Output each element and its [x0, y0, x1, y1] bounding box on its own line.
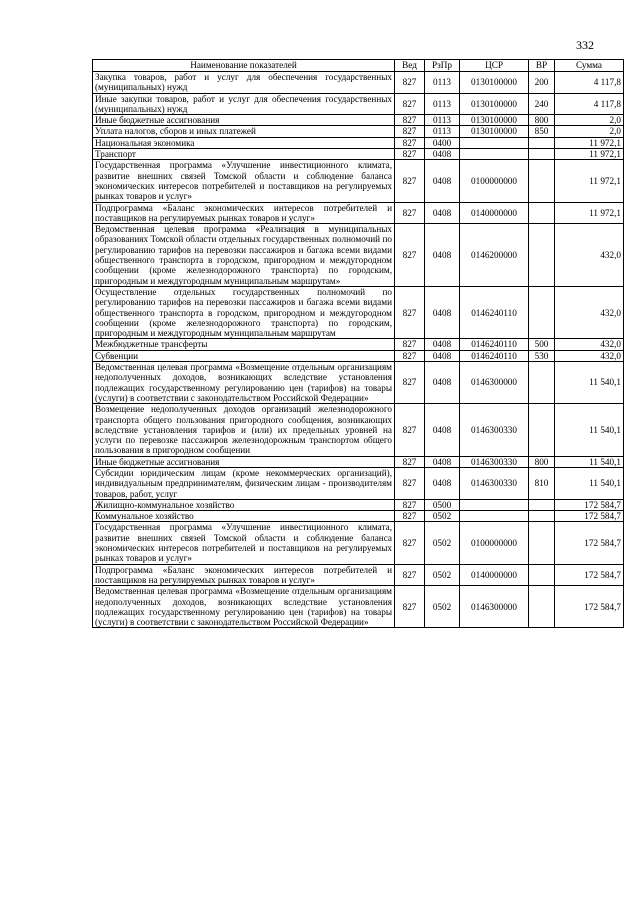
sum-cell: 11 972,1 [555, 149, 624, 160]
vr-cell: 530 [529, 350, 555, 361]
sum-cell: 172 584,7 [555, 522, 624, 564]
vr-cell [529, 224, 555, 287]
csr-cell: 0100000000 [460, 522, 529, 564]
vr-cell [529, 286, 555, 338]
ved-cell: 827 [395, 339, 425, 350]
vr-cell: 800 [529, 115, 555, 126]
table-row [93, 511, 624, 522]
rzpr-cell: 0408 [425, 350, 460, 361]
table-row [93, 115, 624, 126]
rzpr-cell: 0408 [425, 286, 460, 338]
vr-cell: 800 [529, 456, 555, 467]
rzpr-cell: 0502 [425, 586, 460, 628]
csr-cell: 0140000000 [460, 564, 529, 586]
vr-cell [529, 362, 555, 404]
csr-cell: 0146240110 [460, 350, 529, 361]
sum-cell: 172 584,7 [555, 564, 624, 586]
name-cell: Ведомственная целевая программа «Возмещение отдельным организациям недополученных доходов, возникающих вследствие установления подлежащих государственному регулированию цен (тарифов) на товары (услуги) в соответствии с законодательством Российской Федерации» [93, 586, 395, 628]
header-csr: ЦСР [460, 60, 529, 72]
sum-cell: 172 584,7 [555, 499, 624, 510]
rzpr-cell: 0408 [425, 467, 460, 499]
table-row [93, 404, 624, 456]
vr-cell [529, 499, 555, 510]
rzpr-cell: 0408 [425, 362, 460, 404]
name-cell: Осуществление отдельных государственных полномочий по регулированию тарифов на перевозки пассажиров и багажа всеми видами общественного транспорта в городском, пригородном и междугородном сообщении (кроме железнодорожного транспорта) по городским, пригородным и междугородным муниципальным маршрутам [93, 286, 395, 338]
csr-cell [460, 499, 529, 510]
vr-cell [529, 564, 555, 586]
csr-cell: 0140000000 [460, 202, 529, 224]
header-sum: Сумма [555, 60, 624, 72]
ved-cell: 827 [395, 522, 425, 564]
ved-cell: 827 [395, 350, 425, 361]
table-header-row [93, 60, 624, 72]
vr-cell: 200 [529, 72, 555, 94]
name-cell: Ведомственная целевая программа «Возмещение отдельным организациям недополученных доходов, возникающих вследствие установления подлежащих государственному регулированию цен (тарифов) на товары (услуги) в соответствии с законодательством Российской Федерации» [93, 362, 395, 404]
name-cell: Иные бюджетные ассигнования [93, 456, 395, 467]
ved-cell: 827 [395, 586, 425, 628]
sum-cell: 11 540,1 [555, 404, 624, 456]
table-row [93, 149, 624, 160]
ved-cell: 827 [395, 93, 425, 115]
ved-cell: 827 [395, 456, 425, 467]
table-row [93, 286, 624, 338]
sum-cell: 172 584,7 [555, 586, 624, 628]
name-cell: Межбюджетные трансферты [93, 339, 395, 350]
rzpr-cell: 0113 [425, 72, 460, 94]
rzpr-cell: 0502 [425, 522, 460, 564]
csr-cell: 0130100000 [460, 93, 529, 115]
name-cell: Закупка товаров, работ и услуг для обеспечения государственных (муниципальных) нужд [93, 72, 395, 94]
csr-cell: 0146300330 [460, 467, 529, 499]
name-cell: Государственная программа «Улучшение инвестиционного климата, развитие внешних связей Томской области и соблюдение баланса экономических интересов потребителей и поставщиков на регулируемых рынках товаров и услуг» [93, 160, 395, 202]
csr-cell: 0130100000 [460, 115, 529, 126]
csr-cell [460, 149, 529, 160]
ved-cell: 827 [395, 286, 425, 338]
table-row [93, 137, 624, 148]
vr-cell: 500 [529, 339, 555, 350]
sum-cell: 11 540,1 [555, 362, 624, 404]
vr-cell: 810 [529, 467, 555, 499]
csr-cell: 0146300000 [460, 362, 529, 404]
name-cell: Субсидии юридическим лицам (кроме некоммерческих организаций), индивидуальным предпринимателям, физическим лицам - производителям товаров, работ, услуг [93, 467, 395, 499]
ved-cell: 827 [395, 404, 425, 456]
csr-cell: 0130100000 [460, 72, 529, 94]
sum-cell: 11 540,1 [555, 467, 624, 499]
table-row [93, 126, 624, 137]
ved-cell: 827 [395, 202, 425, 224]
ved-cell: 827 [395, 511, 425, 522]
csr-cell: 0146200000 [460, 224, 529, 287]
name-cell: Возмещение недополученных доходов организаций железнодорожного транспорта общего пользования пригородного сообщения, возникающих вследствие установления тарифов и (или) их предельных уровней на услуги по перевозке пассажиров железнодорожным транспортом общего пользования в пригородном сообщении [93, 404, 395, 456]
table-row [93, 467, 624, 499]
name-cell: Ведомственная целевая программа «Реализация в муниципальных образованиях Томской области отдельных государственных полномочий по регулированию тарифов на перевозки пассажиров и багажа всеми видами общественного транспорта в городском, пригородном и междугородном сообщении (кроме железнодорожного транспорта) по городским, пригородным и междугородным муниципальным маршрутам» [93, 224, 395, 287]
table-row [93, 202, 624, 224]
rzpr-cell: 0113 [425, 126, 460, 137]
ved-cell: 827 [395, 126, 425, 137]
rzpr-cell: 0500 [425, 499, 460, 510]
sum-cell: 432,0 [555, 286, 624, 338]
rzpr-cell: 0408 [425, 339, 460, 350]
table-row [93, 456, 624, 467]
name-cell: Жилищно-коммунальное хозяйство [93, 499, 395, 510]
rzpr-cell: 0408 [425, 149, 460, 160]
ved-cell: 827 [395, 149, 425, 160]
rzpr-cell: 0113 [425, 115, 460, 126]
rzpr-cell: 0502 [425, 564, 460, 586]
name-cell: Коммунальное хозяйство [93, 511, 395, 522]
vr-cell: 850 [529, 126, 555, 137]
vr-cell [529, 202, 555, 224]
vr-cell [529, 522, 555, 564]
table-row [93, 93, 624, 115]
rzpr-cell: 0408 [425, 202, 460, 224]
budget-table [92, 59, 624, 628]
ved-cell: 827 [395, 499, 425, 510]
csr-cell: 0146300330 [460, 404, 529, 456]
sum-cell: 11 972,1 [555, 160, 624, 202]
page-number: 332 [576, 38, 594, 52]
vr-cell [529, 137, 555, 148]
header-ved: Вед [395, 60, 425, 72]
name-cell: Уплата налогов, сборов и иных платежей [93, 126, 395, 137]
rzpr-cell: 0113 [425, 93, 460, 115]
csr-cell: 0130100000 [460, 126, 529, 137]
table-row [93, 586, 624, 628]
name-cell: Государственная программа «Улучшение инвестиционного климата, развитие внешних связей Томской области и соблюдение баланса экономических интересов потребителей и поставщиков на регулируемых рынках товаров и услуг» [93, 522, 395, 564]
sum-cell: 4 117,8 [555, 93, 624, 115]
table-row [93, 499, 624, 510]
ved-cell: 827 [395, 160, 425, 202]
name-cell: Транспорт [93, 149, 395, 160]
ved-cell: 827 [395, 362, 425, 404]
vr-cell: 240 [529, 93, 555, 115]
csr-cell: 0146240110 [460, 339, 529, 350]
sum-cell: 4 117,8 [555, 72, 624, 94]
csr-cell [460, 137, 529, 148]
name-cell: Иные закупки товаров, работ и услуг для обеспечения государственных (муниципальных) нужд [93, 93, 395, 115]
header-vr: ВР [529, 60, 555, 72]
csr-cell: 0146300330 [460, 456, 529, 467]
sum-cell: 432,0 [555, 350, 624, 361]
sum-cell: 2,0 [555, 115, 624, 126]
table-row [93, 224, 624, 287]
ved-cell: 827 [395, 224, 425, 287]
name-cell: Подпрограмма «Баланс экономических интересов потребителей и поставщиков на регулируемых рынках товаров и услуг» [93, 202, 395, 224]
table-row [93, 72, 624, 94]
ved-cell: 827 [395, 72, 425, 94]
sum-cell: 432,0 [555, 339, 624, 350]
csr-cell: 0146300000 [460, 586, 529, 628]
sum-cell: 11 972,1 [555, 137, 624, 148]
table-row [93, 522, 624, 564]
header-name: Наименование показателей [93, 60, 395, 72]
vr-cell [529, 149, 555, 160]
vr-cell [529, 586, 555, 628]
table-row [93, 160, 624, 202]
ved-cell: 827 [395, 564, 425, 586]
table-row [93, 339, 624, 350]
table-row [93, 362, 624, 404]
rzpr-cell: 0400 [425, 137, 460, 148]
rzpr-cell: 0408 [425, 160, 460, 202]
ved-cell: 827 [395, 137, 425, 148]
ved-cell: 827 [395, 115, 425, 126]
rzpr-cell: 0408 [425, 404, 460, 456]
table-row [93, 350, 624, 361]
table-row [93, 564, 624, 586]
csr-cell: 0100000000 [460, 160, 529, 202]
name-cell: Подпрограмма «Баланс экономических интересов потребителей и поставщиков на регулируемых рынках товаров и услуг» [93, 564, 395, 586]
vr-cell [529, 160, 555, 202]
vr-cell [529, 404, 555, 456]
sum-cell: 172 584,7 [555, 511, 624, 522]
vr-cell [529, 511, 555, 522]
name-cell: Иные бюджетные ассигнования [93, 115, 395, 126]
rzpr-cell: 0502 [425, 511, 460, 522]
rzpr-cell: 0408 [425, 224, 460, 287]
sum-cell: 11 540,1 [555, 456, 624, 467]
rzpr-cell: 0408 [425, 456, 460, 467]
header-rzpr: РзПр [425, 60, 460, 72]
name-cell: Национальная экономика [93, 137, 395, 148]
sum-cell: 2,0 [555, 126, 624, 137]
csr-cell: 0146240110 [460, 286, 529, 338]
sum-cell: 432,0 [555, 224, 624, 287]
sum-cell: 11 972,1 [555, 202, 624, 224]
name-cell: Субвенции [93, 350, 395, 361]
csr-cell [460, 511, 529, 522]
ved-cell: 827 [395, 467, 425, 499]
